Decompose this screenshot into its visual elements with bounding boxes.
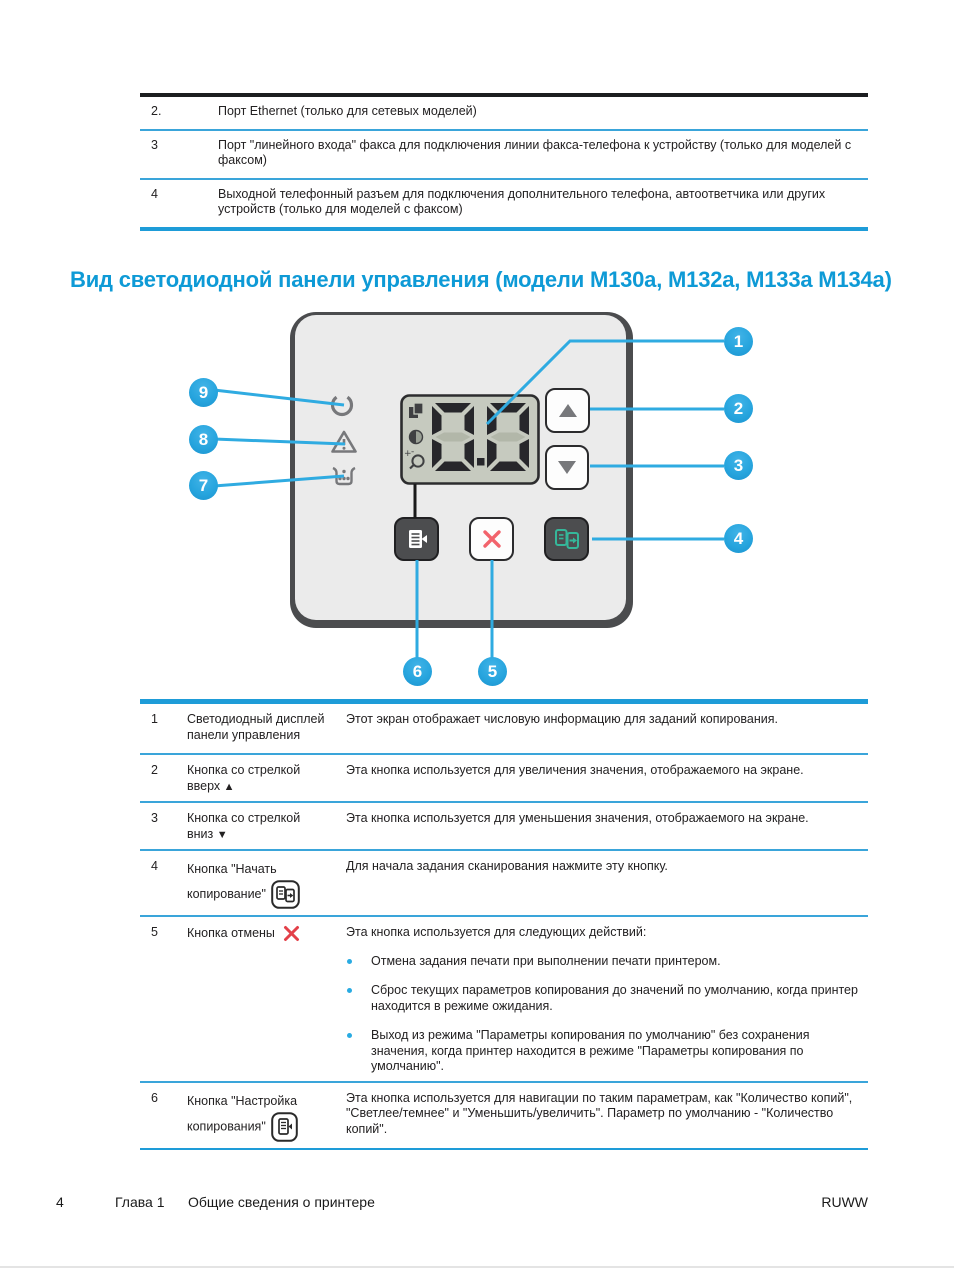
row-number: 1 [151,712,158,726]
controls-table [140,699,868,1150]
table-row [140,917,868,1083]
row-description: Порт "линейного входа" факса для подключения линии факса-телефона к устройству (только для моделей с факсом) [218,137,852,167]
callout-4: 4 [724,524,753,553]
bullet-item: Выход из режима "Параметры копирования по умолчанию" без сохранения значения, когда принтер находится в режиме "Параметры копирования по умолчанию". [346,1028,864,1075]
table-row [140,803,868,851]
callout-8: 8 [189,425,218,454]
callout-5: 5 [478,657,507,686]
control-name: Светодиодный дисплей панели управления [187,712,325,742]
printer-control-panel [290,312,633,628]
svg-text:+: + [404,449,412,459]
row-number: 6 [151,1090,158,1105]
control-name [187,925,334,1075]
page-bottom-edge [0,1266,954,1268]
control-name-text: Кнопка "Настройка копирования" [187,1093,298,1133]
down-arrow-icon: ▼ [216,828,228,841]
row-description: Порт Ethernet (только для сетевых моделей) [218,104,477,118]
row-number: 3 [151,811,158,825]
row-number: 3 [151,137,158,152]
down-arrow-button [545,445,589,490]
control-description: Эта кнопка используется для увеличения значения, отображаемого на экране. [346,763,804,777]
row-number: 2. [151,104,162,118]
control-name [187,859,334,909]
control-name-text: Кнопка со стрелкой вниз [187,811,301,841]
control-description [334,925,868,1075]
row-number: 2 [151,763,158,777]
cancel-x-icon [482,529,502,549]
contrast-icon [410,431,423,444]
bullet-list [346,954,864,1075]
control-name [187,1091,334,1142]
bullet-item: Сброс текущих параметров копирования до значений по умолчанию, когда принтер находится в режиме ожидания. [346,983,864,1014]
cancel-button [469,517,514,561]
row-description: Выходной телефонный разъем для подключения дополнительного телефона, автоответчика или других устройств (только для моделей с факсом) [218,186,826,216]
copy-setup-button [394,517,439,561]
up-arrow-button [545,388,590,433]
table-row [140,851,868,917]
callout-1: 1 [724,327,753,356]
control-description: Для начала задания сканирования нажмите эту кнопку. [346,859,668,873]
control-description: Этот экран отображает числовую информацию для заданий копирования. [346,712,778,726]
footer-chapter-title: Общие сведения о принтере [188,1194,375,1210]
control-name [187,811,334,843]
footer-code: RUWW [821,1194,868,1210]
copy-setup-icon [404,526,430,552]
start-copy-button [544,517,589,561]
table-row [140,1083,868,1148]
control-name-text: Кнопка со стрелкой вверх [187,763,301,793]
control-description: Эта кнопка используется для уменьшения значения, отображаемого на экране. [346,811,809,825]
footer-chapter: Глава 1 [115,1194,165,1210]
callout-9: 9 [189,378,218,407]
section-title: Вид светодиодной панели управления (модели M130a, M132a, M133a M134a) [70,266,892,292]
callout-2: 2 [724,394,753,423]
row-number: 4 [151,186,158,201]
start-copy-icon [271,880,300,909]
svg-text:-: - [411,447,415,457]
attention-icon [330,429,358,460]
toner-level-icon [330,464,358,493]
table-row [140,755,868,803]
control-name-text: Кнопка отмены [187,925,275,940]
callout-6: 6 [403,657,432,686]
start-copy-icon [553,527,581,551]
up-arrow-icon: ▲ [223,780,235,793]
cancel-x-icon [283,925,300,942]
control-name-text: Кнопка "Начать копирование" [187,862,277,901]
up-arrow-icon [559,404,577,417]
down-arrow-icon [558,461,576,474]
led-display [400,394,540,485]
decimal-point [477,458,485,466]
callout-7: 7 [189,471,218,500]
row-number: 4 [151,859,158,873]
table-row [140,704,868,755]
ready-light-icon [329,392,355,423]
copy-setup-icon [271,1112,298,1142]
control-description: Эта кнопка используется для навигации по таким параметрам, как "Количество копий", "Светлее/темнее" и "Уменьшить/увеличить". Параметр по умолчанию - "Количество копий". [346,1090,853,1136]
row-number: 5 [151,925,158,939]
description-intro: Эта кнопка используется для следующих действий: [346,925,647,939]
bullet-item: Отмена задания печати при выполнении печати принтером. [346,954,864,970]
page-number: 4 [56,1194,64,1210]
control-name [187,763,334,795]
callout-3: 3 [724,451,753,480]
